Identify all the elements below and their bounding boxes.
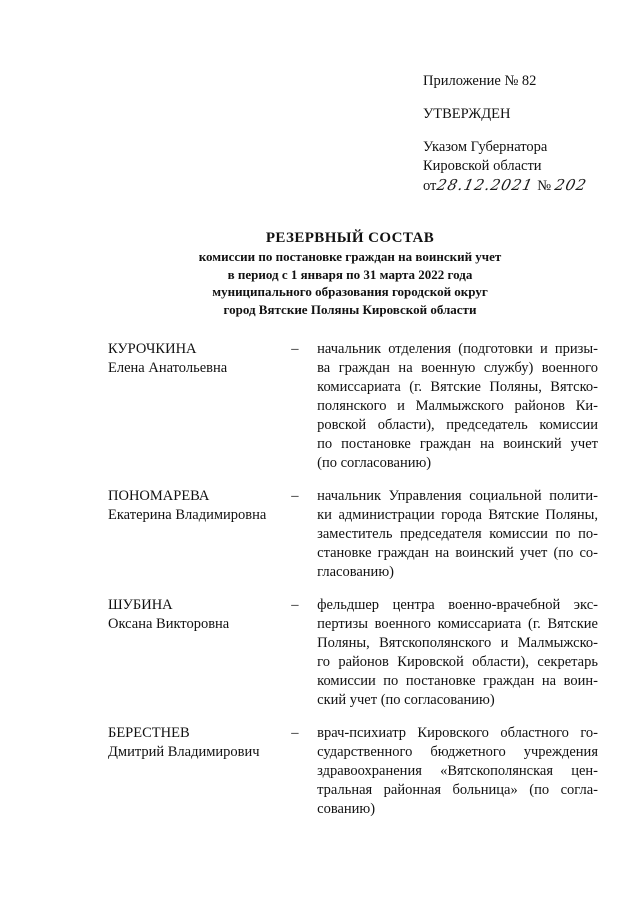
role-line: пертизы военного комиссариата (г. Вятские — [317, 616, 598, 632]
number-prefix: № — [537, 178, 552, 194]
role-line: сованию) — [317, 801, 376, 817]
member-entry — [108, 596, 598, 710]
member-surname: КУРОЧКИНА — [108, 341, 197, 357]
role-line: врач-психиатр Кировского областного го- — [317, 725, 598, 741]
member-role — [317, 724, 598, 819]
role-line: ский учет (по согласованию) — [317, 692, 495, 708]
member-surname: БЕРЕСТНЕВ — [108, 725, 190, 741]
role-line: начальник Управления социальной полити- — [317, 488, 598, 504]
role-line: комиссариата (г. Вятские Поляны, Вятско- — [317, 379, 598, 395]
title-line: город Вятские Поляны Кировской области — [223, 301, 477, 317]
title-line: комиссии по постановке граждан на воинский учет — [198, 249, 502, 264]
decree-line-1: Указом Губернатора — [423, 139, 548, 155]
role-line: сударственного бюджетного учреждения — [317, 744, 598, 760]
member-role — [317, 340, 598, 473]
role-line: заместитель председателя комиссии по по- — [317, 526, 598, 542]
member-surname: ПОНОМАРЕВА — [108, 488, 210, 504]
member-role — [317, 596, 598, 710]
role-line: комиссии по постановке граждан на воин- — [317, 673, 598, 689]
role-line: ва граждан на военную службу) военного — [317, 360, 598, 376]
role-line: го районов Кировской области), секретарь — [317, 654, 598, 670]
role-line: (по согласованию) — [317, 455, 432, 471]
member-given-name: Екатерина Владимировна — [108, 507, 267, 523]
member-name — [108, 724, 289, 819]
separator-dash: – — [291, 341, 299, 357]
member-name — [108, 487, 289, 582]
role-line: Поляны, Вятскополянского и Малмыжско- — [317, 635, 598, 651]
separator-dash: – — [291, 725, 299, 741]
approved-label: УТВЕРЖДЕН — [423, 106, 511, 122]
title-line: муниципального образования городской округ — [212, 284, 488, 299]
member-entry — [108, 724, 598, 819]
role-line: фельдшер центра военно-врачебной экс- — [317, 597, 598, 613]
member-list — [108, 340, 598, 833]
role-line: тральная районная больница» (по согла- — [317, 782, 598, 798]
role-line: ки администрации города Вятские Поляны, — [317, 507, 598, 523]
role-line: начальник отделения (подготовки и призы- — [317, 341, 598, 357]
approval-stamp — [423, 72, 591, 196]
handwritten-number: 202 — [553, 176, 589, 194]
role-line: здравоохранения «Вятскополянская цен- — [317, 763, 598, 779]
role-line: становке граждан на воинский учет (по со- — [317, 545, 598, 561]
title-line: в период с 1 января по 31 марта 2022 года — [227, 266, 473, 282]
member-name — [108, 340, 289, 473]
member-given-name: Дмитрий Владимирович — [108, 744, 260, 760]
role-line: ровской области), председатель комиссии — [317, 417, 598, 433]
appendix-number: Приложение № 82 — [423, 73, 537, 89]
member-given-name: Елена Анатольевна — [108, 360, 228, 376]
title-main: РЕЗЕРВНЫЙ СОСТАВ — [265, 230, 435, 246]
decree-date-row — [423, 176, 591, 196]
role-line: гласованию) — [317, 564, 394, 580]
role-line: по постановке граждан на воинский учет — [317, 436, 598, 452]
date-prefix: от — [423, 178, 437, 194]
member-name — [108, 596, 289, 710]
separator-dash: – — [291, 597, 299, 613]
member-given-name: Оксана Викторовна — [108, 616, 230, 632]
handwritten-date: 28.12.2021 — [435, 176, 536, 194]
decree-line-2: Кировской области — [423, 158, 542, 174]
member-surname: ШУБИНА — [108, 597, 173, 613]
separator-dash: – — [291, 488, 299, 504]
member-entry — [108, 487, 598, 582]
role-line: полянского и Малмыжского районов Ки- — [317, 398, 598, 414]
member-entry — [108, 340, 598, 473]
member-role — [317, 487, 598, 582]
document-title — [100, 229, 600, 318]
